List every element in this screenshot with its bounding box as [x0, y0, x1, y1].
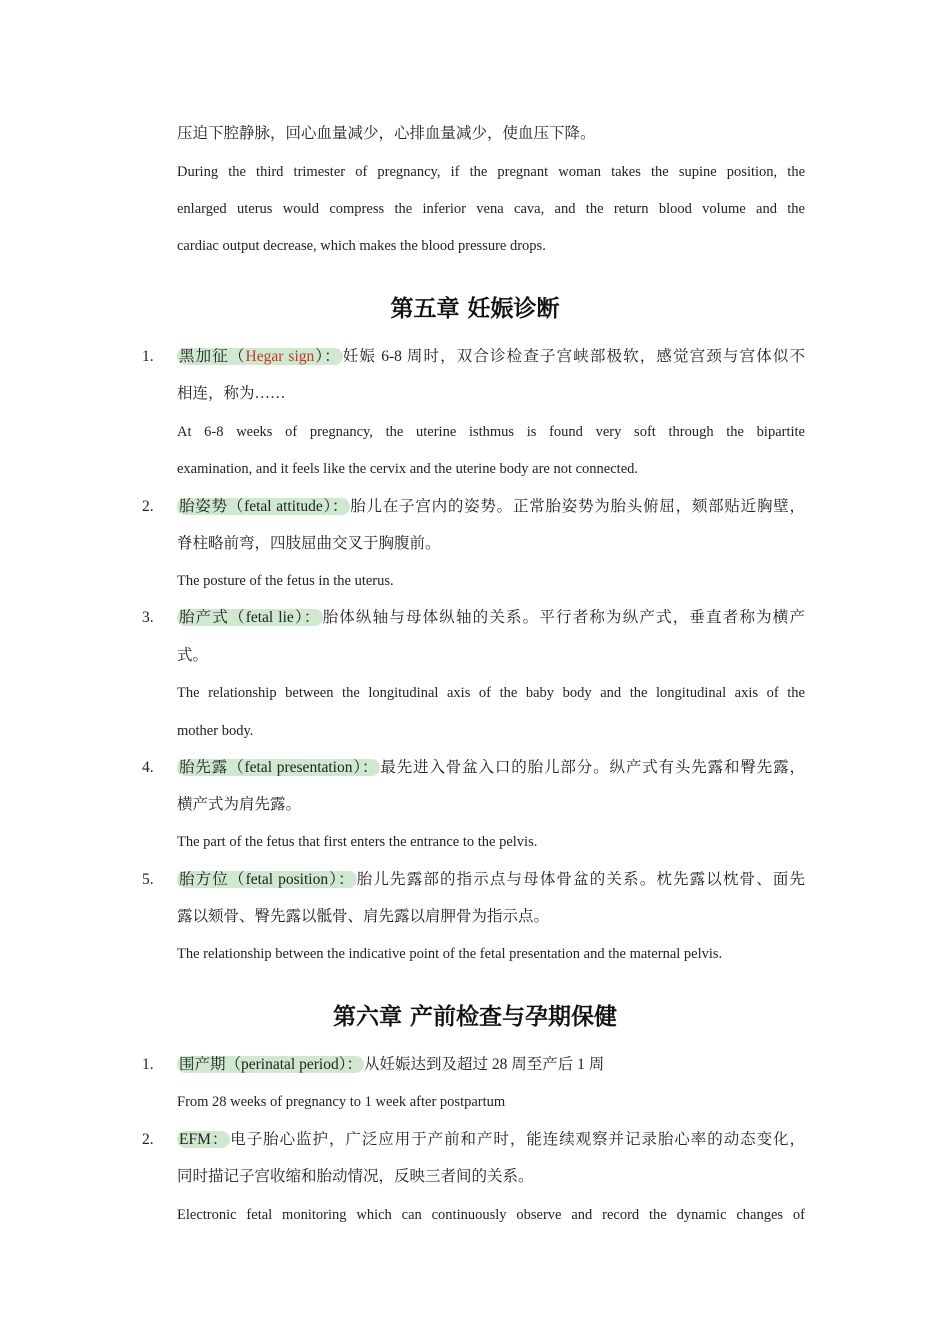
intro-en-line-3: cardiac output decrease, which makes the blood pressure drops.	[177, 238, 546, 254]
item-number: 5.	[142, 871, 154, 888]
intro-en-line-2: enlarged uterus would compress the inferior vena cava, and the return blood volume and the	[177, 201, 805, 217]
term-highlight: 黑加征（Hegar sign）：	[179, 348, 341, 365]
definition-line: 围产期（perinatal period）： 从妊娠达到及超过 28 周至产后 1 周	[179, 1056, 605, 1073]
item-number: 2.	[142, 1131, 154, 1148]
term-highlight: EFM：	[179, 1131, 229, 1148]
definition-line: 胎方位（fetal position）： 胎儿先露部的指示点与母体骨盆的关系。枕先露以枕骨、面先	[179, 871, 805, 888]
term-highlight: 胎产式（fetal lie）：	[179, 609, 321, 626]
term-highlight: 胎方位（fetal position）：	[179, 871, 355, 888]
translation-line: The relationship between the longitudinal axis of the baby body and the longitudinal axis of the	[177, 685, 805, 701]
term-highlight: 胎姿势（fetal attitude）：	[179, 498, 349, 515]
item-number: 2.	[142, 498, 154, 515]
chapter5-title: 第五章 妊娠诊断	[390, 296, 560, 322]
translation-line: The relationship between the indicative point of the fetal presentation and the maternal pelvis.	[177, 946, 723, 962]
definition-line: 胎先露（fetal presentation）： 最先进入骨盆入口的胎儿部分。纵产式有头先露和臀先露，	[179, 759, 805, 776]
definition-line: 同时描记子宫收缩和胎动情况，反映三者间的关系。	[177, 1168, 534, 1185]
term-highlight: 胎先露（fetal presentation）：	[179, 759, 379, 776]
item-number: 3.	[142, 609, 154, 626]
definition-line: 横产式为肩先露。	[177, 796, 302, 813]
item-number: 4.	[142, 759, 154, 776]
definition-line: 胎姿势（fetal attitude）： 胎儿在子宫内的姿势。正常胎姿势为胎头俯屈，颏部贴近胸壁，	[179, 498, 805, 515]
intro-en-line-1: During the third trimester of pregnancy, if the pregnant woman takes the supine position, the	[177, 164, 805, 180]
intro-cn-line: 压迫下腔静脉，回心血量减少，心排血量减少，使血压下降。	[177, 125, 596, 142]
translation-line: examination, and it feels like the cervix and the uterine body are not connected.	[177, 461, 639, 477]
translation-line: From 28 weeks of pregnancy to 1 week after postpartum	[177, 1094, 506, 1110]
definition-line: 露以颏骨、臀先露以骶骨、肩先露以肩胛骨为指示点。	[177, 908, 550, 925]
definition-line: 胎产式（fetal lie）： 胎体纵轴与母体纵轴的关系。平行者称为纵产式，垂直者称为横产	[179, 609, 805, 626]
translation-line: The posture of the fetus in the uterus.	[177, 573, 394, 589]
definition-line: 相连，称为……	[177, 385, 286, 402]
definition-line: 黑加征（Hegar sign）： 妊娠 6-8 周时，双合诊检查子宫峡部极软，感觉宫颈与宫体似不	[179, 348, 805, 365]
definition-line: 式。	[177, 647, 209, 664]
chapter6-title: 第六章 产前检查与孕期保健	[332, 1004, 617, 1030]
definition-line: 脊柱略前弯，四肢屈曲交叉于胸腹前。	[177, 535, 441, 552]
term-english: Hegar sign	[245, 348, 315, 365]
definition-line: EFM： 电子胎心监护，广泛应用于产前和产时，能连续观察并记录胎心率的动态变化，	[179, 1131, 805, 1148]
translation-line: mother body.	[177, 723, 254, 739]
translation-line: At 6-8 weeks of pregnancy, the uterine isthmus is found very soft through the bipartite	[177, 424, 805, 440]
term-highlight: 围产期（perinatal period）：	[179, 1056, 362, 1073]
item-number: 1.	[142, 1056, 154, 1073]
item-number: 1.	[142, 348, 154, 365]
translation-line: The part of the fetus that first enters the entrance to the pelvis.	[177, 834, 538, 850]
translation-line: Electronic fetal monitoring which can continuously observe and record the dynamic changes of	[177, 1207, 805, 1223]
